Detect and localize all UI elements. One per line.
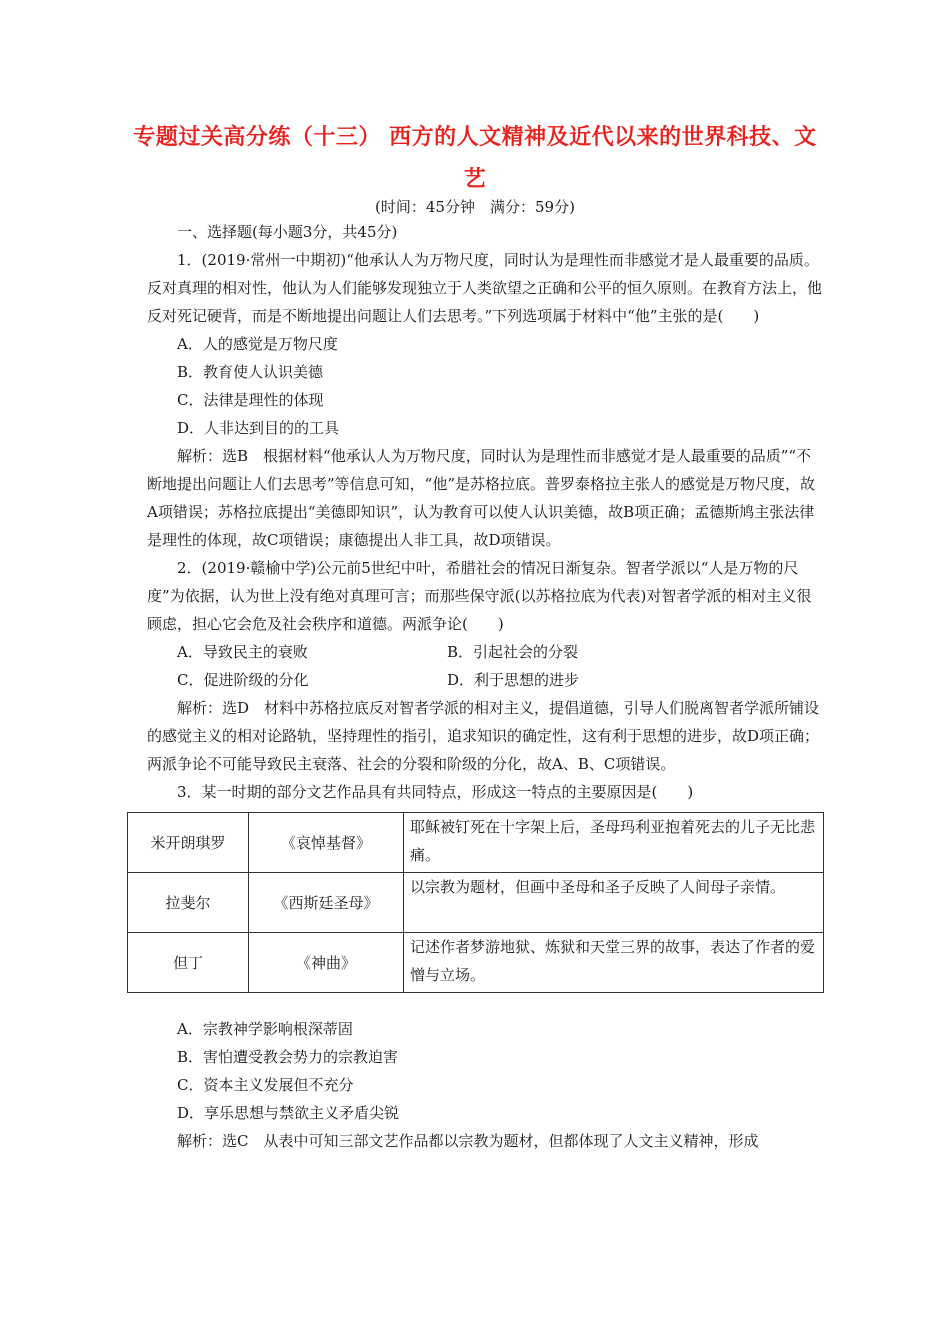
question-1-stem: 1．(2019·常州一中期初)“他承认人为万物尺度，同时认为是理性而非感觉才是人最重要的品质。反对真理的相对性，他认为人们能够发现独立于人类欲望之正确和公平的恒久原则。在教育方法上，他反对死记硬背，而是不断地提出问题让人们去思考。”下列选项属于材料中“他”主张的是( ) — [147, 251, 823, 325]
document-body — [147, 218, 823, 1155]
table-row — [128, 933, 824, 993]
description-cell: 记述作者梦游地狱、炼狱和天堂三界的故事，表达了作者的爱憎与立场。 — [404, 933, 824, 993]
question-3-option-d: D．享乐思想与禁欲主义矛盾尖锐 — [177, 1104, 400, 1122]
exam-meta: (时间：45分钟 满分：59分) — [375, 198, 575, 216]
artist-cell: 但丁 — [128, 933, 249, 993]
question-2-option-c: C．促进阶级的分化 — [177, 671, 309, 689]
question-2-option-b: B．引起社会的分裂 — [447, 643, 579, 661]
document-title: 专题过关高分练（十三） 西方的人文精神及近代以来的世界科技、文艺 — [133, 124, 817, 192]
question-2-analysis: 解析：选D 材料中苏格拉底反对智者学派的相对主义，提倡道德，引导人们脱离智者学派所铺设的感觉主义的相对论路轨，坚持理性的指引，追求知识的确定性，这有利于思想的进步，故D项正确；两派争论不可能导致民主衰落、社会的分裂和阶级的分化，故A、B、C项错误。 — [147, 699, 820, 773]
question-1-option-d: D．人非达到目的的工具 — [177, 419, 340, 437]
description-cell: 耶稣被钉死在十字架上后，圣母玛利亚抱着死去的儿子无比悲痛。 — [404, 813, 824, 873]
artist-cell: 米开朗琪罗 — [128, 813, 249, 873]
table-row — [128, 873, 824, 933]
question-1-option-b: B．教育使人认识美德 — [177, 363, 324, 381]
question-1-option-a: A．人的感觉是万物尺度 — [177, 335, 338, 353]
question-3-option-c: C．资本主义发展但不充分 — [177, 1076, 354, 1094]
question-2-options-row-2 — [147, 666, 823, 694]
work-cell: 《哀悼基督》 — [249, 813, 404, 873]
question-1-analysis: 解析：选B 根据材料“他承认人为万物尺度，同时认为是理性而非感觉才是人最重要的品质”“不断地提出问题让人们去思考”等信息可知，“他”是苏格拉底。普罗泰格拉主张人的感觉是万物尺度，故A项错误；苏格拉底提出“美德即知识”，认为教育可以使人认识美德，故B项正确；孟德斯鸠主张法律是理性的体现，故C项错误；康德提出人非工具，故D项错误。 — [147, 447, 816, 549]
description-cell: 以宗教为题材，但画中圣母和圣子反映了人间母子亲情。 — [404, 873, 824, 933]
question-3-analysis: 解析：选C 从表中可知三部文艺作品都以宗教为题材，但都体现了人文主义精神，形成 — [177, 1132, 759, 1150]
question-3-option-a: A．宗教神学影响根深蒂固 — [177, 1020, 353, 1038]
question-3-stem: 3．某一时期的部分文艺作品具有共同特点，形成这一特点的主要原因是( ) — [177, 783, 694, 801]
work-cell: 《神曲》 — [249, 933, 404, 993]
table-row — [128, 813, 824, 873]
question-2-options-row-1 — [147, 638, 823, 666]
works-table — [127, 812, 824, 993]
artist-cell: 拉斐尔 — [128, 873, 249, 933]
work-cell: 《西斯廷圣母》 — [249, 873, 404, 933]
question-2-option-a: A．导致民主的衰败 — [177, 643, 308, 661]
section-heading: 一、选择题(每小题3分，共45分) — [177, 223, 398, 241]
question-2-option-d: D．利于思想的进步 — [447, 671, 580, 689]
question-2-stem: 2．(2019·赣榆中学)公元前5世纪中叶，希腊社会的情况日渐复杂。智者学派以“人是万物的尺度”为依据，认为世上没有绝对真理可言；而那些保守派(以苏格拉底为代表)对智者学派的相对主义很顾虑，担心它会危及社会秩序和道德。两派争论( ) — [147, 559, 812, 633]
question-1-option-c: C．法律是理性的体现 — [177, 391, 324, 409]
question-3-option-b: B．害怕遭受教会势力的宗教迫害 — [177, 1048, 399, 1066]
